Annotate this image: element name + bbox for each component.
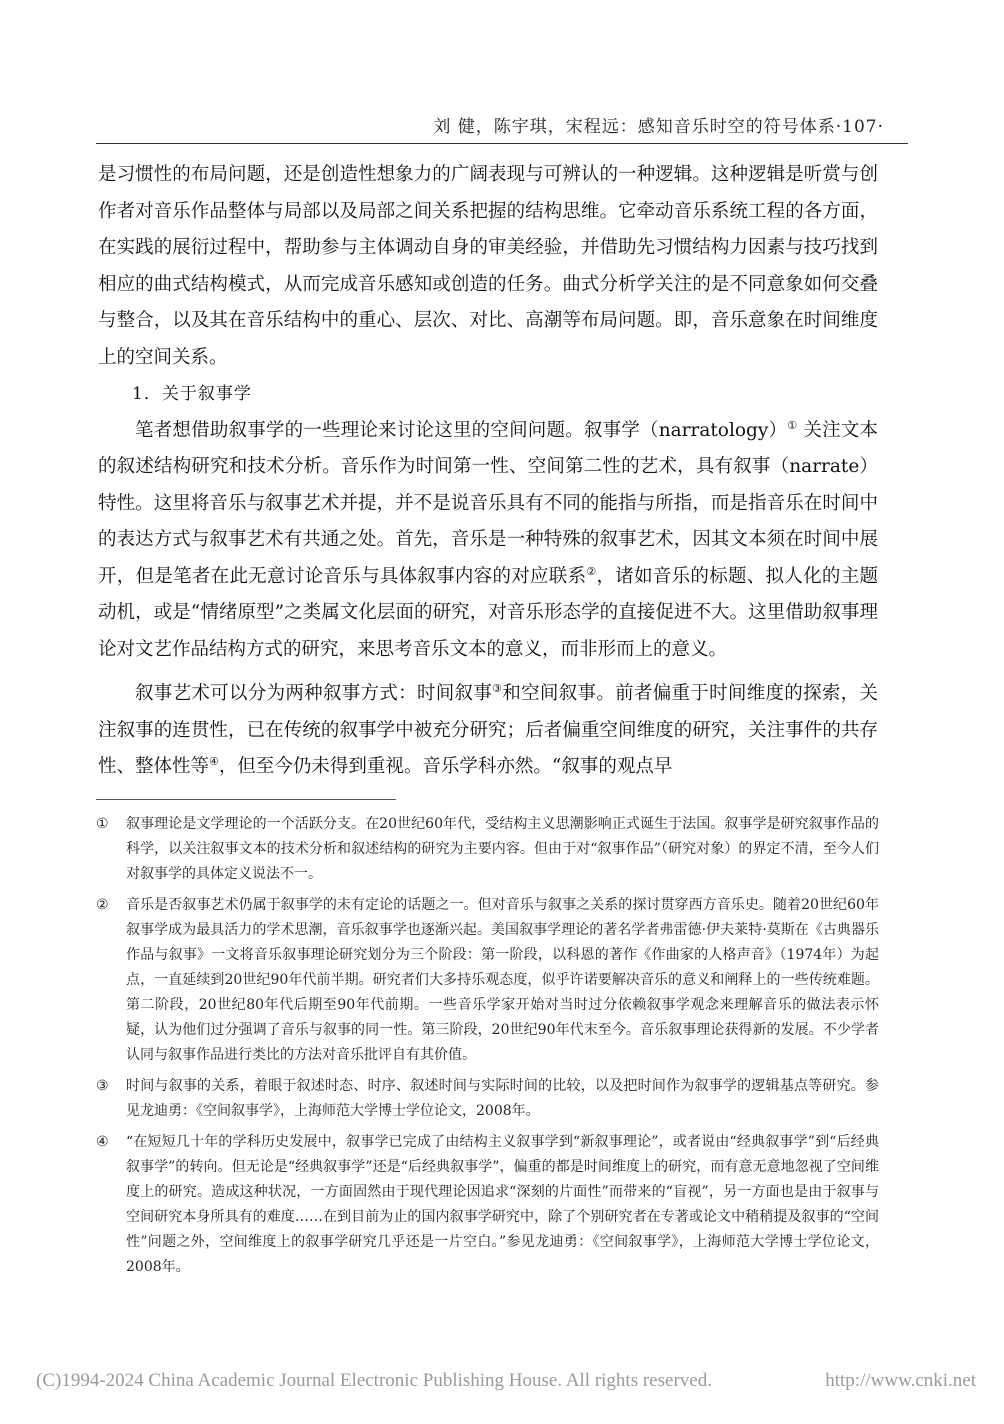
running-header: [433, 112, 884, 137]
footnote-text: 音乐是否叙事艺术仍属于叙事学的未有定论的话题之一。但对音乐与叙事之关系的探讨贯穿西方音乐史。随着20世纪60年叙事学成为最具活力的学术思潮，音乐叙事学也逐渐兴起。美国叙事学理论的著名学者弗雷德·伊夫莱特·莫斯在《古典器乐作品与叙事》一文将音乐叙事理论研究划分为三个阶段：第一阶段，以科恩的著作《作曲家的人格声音》（1974年）为起点，一直延续到20世纪90年代前半期。研究者们大多持乐观态度，似乎许诺要解决音乐的意义和阐释上的一些传统难题。第二阶段，20世纪80年代后期至90年代前期。一些音乐学家开始对当时过分依赖叙事学观念来理解音乐的做法表示怀疑，认为他们过分强调了音乐与叙事的同一性。第三阶段，20世纪90年代末至今。音乐叙事理论获得新的发展。不少学者认同与叙事作品进行类比的方法对音乐批评自有其价值。: [126, 897, 879, 1063]
footnote-4: [96, 1130, 879, 1280]
footnote-text: “在短短几十年的学科历史发展中，叙事学已完成了由结构主义叙事学到“新叙事理论”，或者说由“经典叙事学”到“后经典叙事学”的转向。但无论是“经典叙事学”还是“后经典叙事学”，偏重的都是时间维度上的研究，而有意无意地忽视了空间维度上的研究。造成这种状况，一方面固然由于现代理论因追求“深刻的片面性”而带来的“盲视”，另一方面也是由于叙事与空间研究本身所具有的难度……在到目前为止的国内叙事学研究中，除了个别研究者在专著或论文中稍稍提及叙事的“空间性”问题之外，空间维度上的叙事学研究几乎还是一片空白。”参见龙迪勇：《空间叙事学》，上海师范大学博士学位论文，2008年。: [126, 1134, 879, 1275]
section-heading: 1．关于叙事学: [132, 384, 252, 404]
paragraph-3: 叙事艺术可以分为两种叙事方式：时间叙事③和空间叙事。前者偏重于时间维度的探索，关注叙事的连贯性，已在传统的叙事学中被充分研究；后者偏重空间维度的研究，关注事件的共存性、整体性等④，但至今仍未得到重视。音乐学科亦然。“叙事的观点早: [98, 681, 878, 777]
footnote-number: ④: [96, 1134, 109, 1150]
main-body: [98, 157, 878, 786]
copyright-watermark: [36, 1370, 976, 1392]
footnote-number: ①: [96, 816, 109, 832]
footnote-text: 时间与叙事的关系，着眼于叙述时态、时序、叙述时间与实际时间的比较，以及把时间作为叙事学的逻辑基点等研究。参见龙迪勇：《空间叙事学》，上海师范大学博士学位论文，2008年。: [126, 1078, 879, 1119]
footnote-ref-1[interactable]: ①: [787, 418, 798, 432]
paragraph-1: 是习惯性的布局问题，还是创造性想象力的广阔表现与可辨认的一种逻辑。这种逻辑是听赏与创作者对音乐作品整体与局部以及局部之间关系把握的结构思维。它牵动音乐系统工程的各方面，在实践的展衍过程中，帮助参与主体调动自身的审美经验，并借助先习惯结构力因素与技巧找到相应的曲式结构模式，从而完成音乐感知或创造的任务。曲式分析学关注的是不同意象如何交叠与整合，以及其在音乐结构中的重心、层次、对比、高潮等布局问题。即，音乐意象在时间维度上的空间关系。: [98, 164, 878, 368]
cnki-link[interactable]: http://www.cnki.net: [825, 1370, 976, 1391]
copyright-text: (C)1994-2024 China Academic Journal Electronic Publishing House. All rights reserved.: [36, 1370, 712, 1391]
page-number: ·107·: [835, 117, 884, 137]
footnote-number: ②: [96, 897, 109, 913]
footnote-text: 叙事理论是文学理论的一个活跃分支。在20世纪60年代，受结构主义思潮影响正式诞生于法国。叙事学是研究叙事作品的科学，以关注叙事文本的技术分析和叙述结构的研究为主要内容。但由于对“叙事作品”（研究对象）的界定不清，至今人们对叙事学的具体定义说法不一。: [126, 816, 879, 882]
footnote-3: [96, 1074, 879, 1124]
footnote-ref-4[interactable]: ④: [209, 754, 219, 768]
footnote-1: [96, 812, 879, 887]
footnotes: [96, 812, 879, 1286]
footnote-2: [96, 893, 879, 1068]
paragraph-2: 笔者想借助叙事学的一些理论来讨论这里的空间问题。叙事学（narratology）① 关注文本的叙述结构研究和技术分析。音乐作为时间第一性、空间第二性的艺术，具有叙事（narrate）特性。这里将音乐与叙事艺术并提，并不是说音乐具有不同的能指与所指，而是指音乐在时间中的表达方式与叙事艺术有共通之处。首先，音乐是一种特殊的叙事艺术，因其文本须在时间中展开，但是笔者在此无意讨论音乐与具体叙事内容的对应联系②，诸如音乐的标题、拟人化的主题动机，或是“情绪原型”之类属文化层面的研究，对音乐形态学的直接促进不大。这里借助叙事理论对文艺作品结构方式的研究，来思考音乐文本的意义，而非形而上的意义。: [98, 418, 878, 660]
footnote-ref-3[interactable]: ③: [492, 681, 503, 695]
header-rule: [96, 143, 908, 144]
footnote-ref-2[interactable]: ②: [586, 564, 597, 578]
footnote-number: ③: [96, 1078, 109, 1094]
running-title: 刘 健，陈宇琪，宋程远：感知音乐时空的符号体系: [433, 117, 836, 137]
footnote-rule: [96, 799, 396, 800]
